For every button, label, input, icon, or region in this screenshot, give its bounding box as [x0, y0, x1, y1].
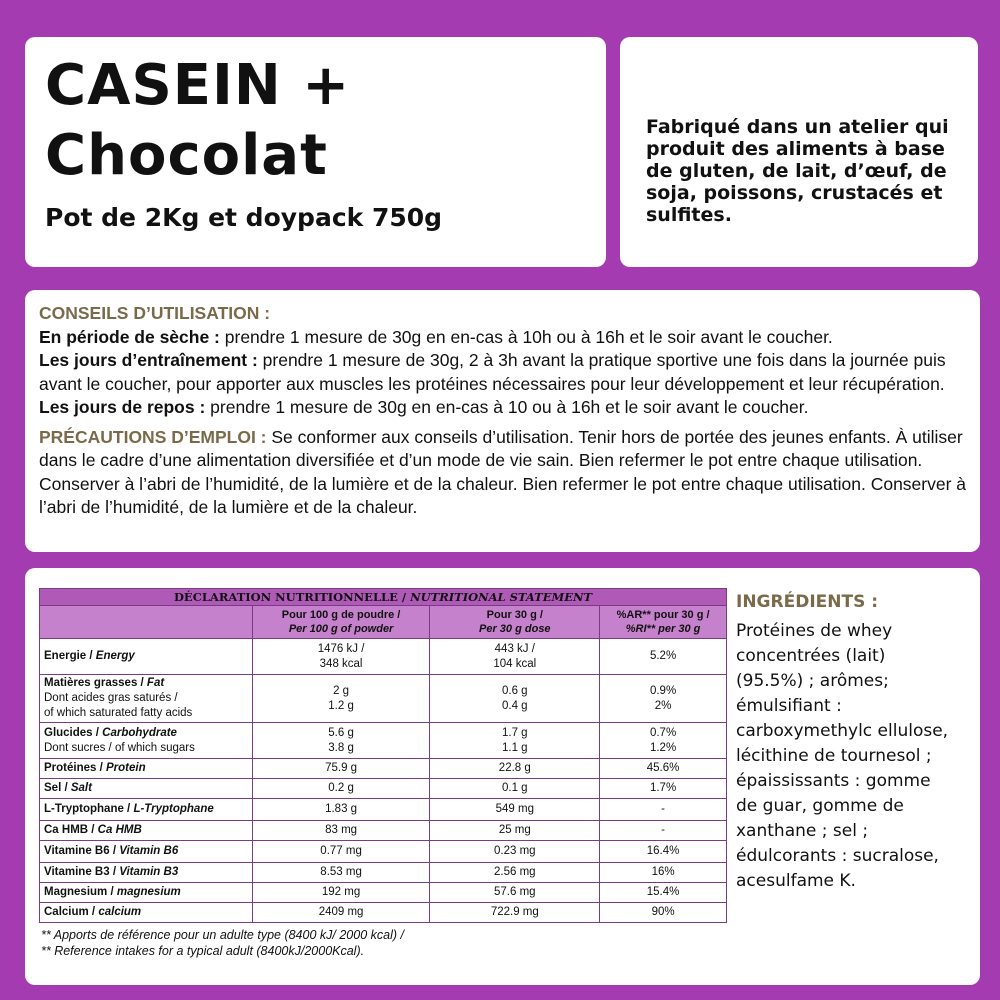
table-row: [40, 639, 727, 675]
nutrient-name: [40, 675, 253, 723]
nutrient-value: 22.8 g: [430, 759, 600, 779]
precautions-text: Se conformer aux conseils d’utilisation. Tenir hors de portée des jeunes enfants. À utiliser dans le cadre d’une alimentation diversifiée et d’un mode de vie sain. Bien refermer le pot entre chaque utilisation. Conserver à l’abri de l’humidité, de la lumière et de la chaleur. Bien refermer le pot entre chaque utilisation. Conserver à l’abri de l’humidité, de la lumière et de la chaleur.: [39, 426, 967, 517]
nutrient-value: 0.7% 1.2%: [600, 723, 727, 759]
nutrient-name: [40, 723, 253, 759]
ingredients-heading: INGRÉDIENTS :: [736, 592, 879, 612]
table-row: [40, 759, 727, 779]
usage-item: [39, 349, 966, 396]
nutrient-name: [40, 883, 253, 903]
footnote-en: ** Reference intakes for a typical adult (8400kJ/2000Kcal).: [41, 944, 365, 958]
column-header-en: Per 100 g of powder: [288, 623, 394, 635]
usage-heading: CONSEILS D’UTILISATION :: [39, 303, 271, 323]
nutrient-value: 192 mg: [252, 883, 430, 903]
nutrient-name: [40, 779, 253, 799]
nutrient-value: 57.6 mg: [430, 883, 600, 903]
product-title-line1: CASEIN +: [45, 53, 351, 118]
nutrient-value: 2409 mg: [252, 903, 430, 923]
nutrient-name: [40, 821, 253, 841]
nutrition-caption: [40, 589, 727, 606]
nutrition-table-wrap: [39, 588, 727, 959]
nutrient-value: 0.2 g: [252, 779, 430, 799]
nutrient-value: 722.9 mg: [430, 903, 600, 923]
nutrient-value: 16.4%: [600, 841, 727, 863]
precautions-heading: PRÉCAUTIONS D’EMPLOI :: [39, 426, 267, 447]
nutrient-name-en: magnesium: [116, 886, 181, 898]
nutrient-name-en: Carbohydrate: [102, 726, 177, 739]
nutrient-name-fr: Protéines /: [44, 762, 106, 774]
usage-item-text: prendre 1 mesure de 30g en en-cas à 10h ou à 16h et le soir avant le coucher.: [219, 326, 833, 347]
usage-item-text: prendre 1 mesure de 30g en en-cas à 10 ou à 16h et le soir avant le coucher.: [205, 397, 809, 417]
table-row: [40, 675, 727, 723]
nutrient-value: 0.23 mg: [430, 841, 600, 863]
nutrient-value: 0.1 g: [430, 779, 600, 799]
usage-card: [25, 290, 980, 552]
nutrient-name-fr: Sel /: [44, 782, 71, 794]
column-header-en: Per 30 g dose: [479, 623, 551, 635]
nutrient-name-fr: Calcium /: [44, 906, 99, 918]
nutrient-value: 16%: [600, 863, 727, 883]
nutrition-caption-fr: DÉCLARATION NUTRITIONNELLE /: [173, 590, 411, 604]
column-header: [600, 606, 727, 639]
nutrient-value: 25 mg: [430, 821, 600, 841]
usage-item: [39, 326, 966, 350]
nutrient-value: 443 kJ / 104 kcal: [430, 639, 600, 675]
nutrient-name: [40, 639, 253, 675]
nutrient-value: 45.6%: [600, 759, 727, 779]
precautions: [39, 426, 966, 520]
usage-item-text: prendre 1 mesure de 30g, 2 à 3h avant la pratique sportive une fois dans la journée puis avant le coucher, pour apporter aux muscles les protéines nécessaires pour leur développement et leur récupération.: [39, 350, 946, 394]
allergen-card: [620, 37, 978, 267]
nutrient-name-en: Fat: [146, 677, 165, 689]
nutrient-value: -: [600, 799, 727, 821]
nutrient-value: 5.6 g 3.8 g: [252, 723, 430, 759]
nutrient-name-en: Ca HMB: [97, 824, 142, 836]
nutrient-name-fr: L-Tryptophane /: [44, 803, 134, 815]
nutrient-name-fr: Magnesium /: [44, 886, 117, 898]
nutrient-value: 83 mg: [252, 821, 430, 841]
column-header-fr: %AR** pour 30 g /: [616, 609, 710, 621]
table-row: [40, 883, 727, 903]
product-subtitle: Pot de 2Kg et doypack 750g: [45, 203, 443, 232]
usage-item-label: Les jours de repos :: [39, 397, 206, 417]
nutrient-value: 0.77 mg: [252, 841, 430, 863]
nutrient-name-en: Energy: [95, 650, 135, 662]
nutrient-value: 2.56 mg: [430, 863, 600, 883]
nutrient-value: 5.2%: [600, 639, 727, 675]
nutrient-value: 0.6 g 0.4 g: [430, 675, 600, 723]
nutrient-name: [40, 863, 253, 883]
nutrient-value: 1.7 g 1.1 g: [430, 723, 600, 759]
column-header-fr: Pour 100 g de poudre /: [281, 609, 401, 621]
nutrition-column-headers: [40, 606, 727, 639]
nutrition-table: [39, 588, 727, 923]
nutrient-value: -: [600, 821, 727, 841]
usage-item-label: En période de sèche :: [39, 326, 220, 347]
nutrient-name-fr: Energie /: [44, 650, 96, 662]
nutrient-name-fr: Vitamine B3 /: [44, 866, 120, 878]
nutrition-card: [25, 568, 980, 985]
nutrient-value: 1476 kJ / 348 kcal: [252, 639, 430, 675]
column-header-empty: [40, 606, 253, 639]
footnote-fr: ** Apports de référence pour un adulte type (8400 kJ/ 2000 kcal) /: [41, 928, 404, 942]
nutrient-name-fr: Vitamine B6 /: [44, 845, 120, 857]
nutrient-name: [40, 841, 253, 863]
usage-item-label: Les jours d’entraînement :: [39, 350, 258, 370]
table-row: [40, 903, 727, 923]
column-header-fr: Pour 30 g /: [486, 609, 543, 621]
nutrient-name-en: L-Tryptophane: [133, 803, 214, 815]
nutrition-footnote: [39, 927, 727, 959]
table-row: [40, 723, 727, 759]
column-header-en: %RI** per 30 g: [625, 623, 701, 635]
nutrient-name: [40, 903, 253, 923]
nutrient-name: [40, 799, 253, 821]
nutrient-value: 75.9 g: [252, 759, 430, 779]
table-row: [40, 841, 727, 863]
nutrient-value: 8.53 mg: [252, 863, 430, 883]
nutrition-caption-en: NUTRITIONAL STATEMENT: [410, 590, 593, 604]
nutrient-name-fr: Glucides /: [44, 726, 103, 739]
nutrient-subname: Dont sucres / of which sugars: [44, 741, 195, 754]
allergen-notice: Fabriqué dans un atelier qui produit des aliments à base de gluten, de lait, d’œuf, de soja, poissons, crustacés et sulfites.: [646, 116, 949, 226]
nutrient-value: 1.83 g: [252, 799, 430, 821]
nutrient-value: 90%: [600, 903, 727, 923]
usage-item: [39, 396, 966, 420]
column-header: [252, 606, 430, 639]
product-title-line2: Chocolat: [45, 123, 328, 188]
nutrient-subname: Dont acides gras saturés / of which saturated fatty acids: [44, 692, 193, 719]
nutrient-name: [40, 759, 253, 779]
product-title-card: [25, 37, 606, 267]
table-row: [40, 821, 727, 841]
nutrient-name-fr: Matières grasses /: [44, 677, 147, 689]
nutrient-value: 15.4%: [600, 883, 727, 903]
column-header: [430, 606, 600, 639]
nutrient-value: 0.9% 2%: [600, 675, 727, 723]
nutrient-name-en: Salt: [70, 782, 92, 794]
nutrient-name-en: Vitamin B6: [119, 845, 179, 857]
nutrient-name-en: calcium: [98, 906, 142, 918]
nutrient-value: 2 g 1.2 g: [252, 675, 430, 723]
nutrient-name-en: Protein: [106, 762, 146, 774]
ingredients-section: [736, 590, 976, 894]
nutrition-rows: [40, 639, 727, 923]
nutrient-name-en: Vitamin B3: [119, 866, 179, 878]
ingredients-text: Protéines de whey concentrées (lait) (95.5%) ; arômes; émulsifiant : carboxymethylc ellulose, lécithine de tournesol ; épaississants : gomme de guar, gomme de xanthane ; sel ; édulcorants : sucralose, acesulfame K.: [736, 621, 949, 891]
table-row: [40, 863, 727, 883]
nutrient-value: 1.7%: [600, 779, 727, 799]
table-row: [40, 799, 727, 821]
nutrient-value: 549 mg: [430, 799, 600, 821]
usage-section: [39, 302, 966, 520]
table-row: [40, 779, 727, 799]
nutrient-name-fr: Ca HMB /: [44, 824, 98, 836]
